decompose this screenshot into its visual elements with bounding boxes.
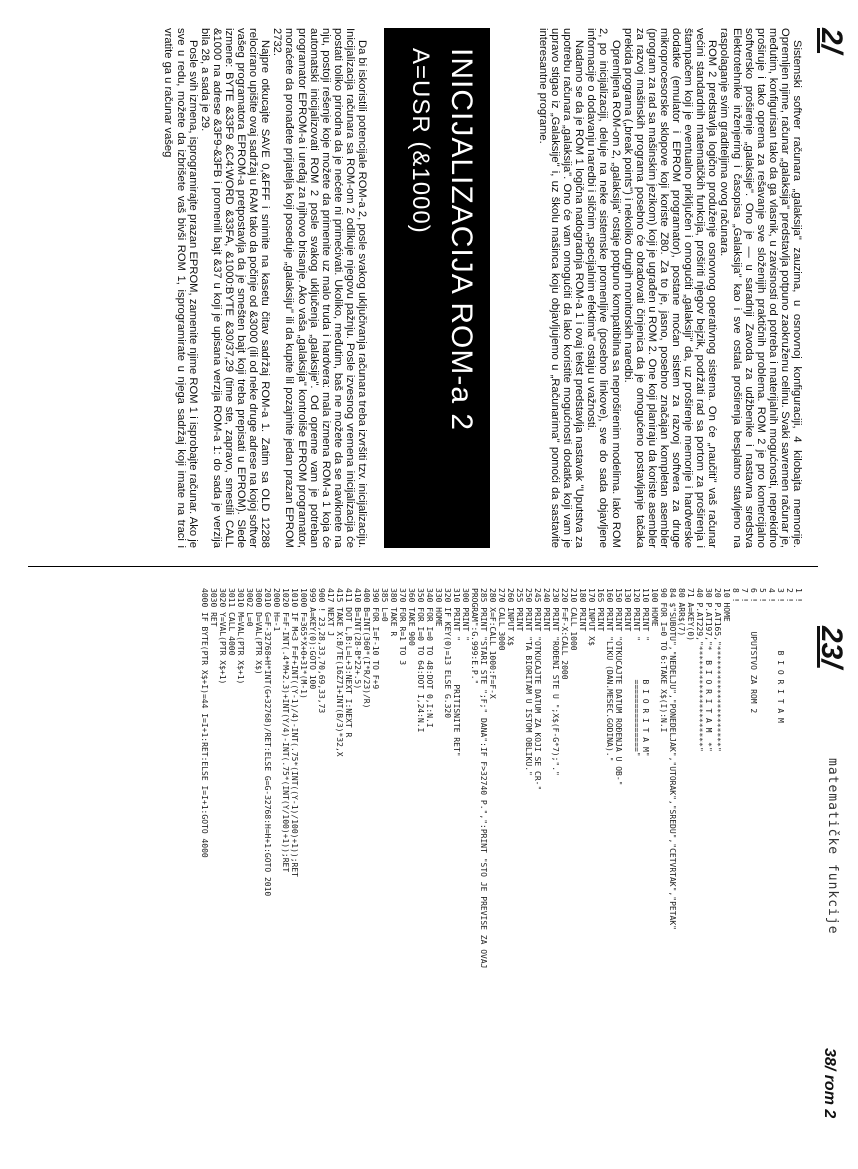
- code-line: 165 PRINT: [596, 588, 605, 632]
- code-line: 260 INPUT X$: [506, 588, 515, 646]
- code-line: 120 PRINT " ===============": [632, 588, 641, 757]
- code-line: 160 PRINT "LIKU (DAN.MESEC.GODINA).": [605, 588, 614, 762]
- code-line: 180 PRINT: [578, 588, 587, 632]
- section-subtitle: A=USR (&1000): [407, 48, 434, 234]
- code-line: 3 ! B I O R I T A M: [776, 588, 785, 723]
- paragraph: ROM 2 predstavlja logično produženje osnovnog operativnog sistema. On će „naučiti" vaš računar većini standardnih matematičkih funkcija, proširiti njegov bejzik, podržati rad sa portom za proširenja i štampačem koji je eventualno priključen i omogućiti „galaksiji" da, uz proširenje memorije i hardverske dodatke (emulator i EPROM programator), postane moćan sistem za razvoj softvera za druge mikroprocesorske sklopove koji koriste Z80. Za to je, jasno, posebno značajan kompletan asembler (program za rad sa mašinskim jezikom) koji je ugrađen u ROM 2. One koji planiraju da koriste asembler za razvoj mašinskih programa posebno će obradovati činjenica da je omogućeno postavljanje tačaka prekida programa („break points") i nekoliko drugih monitorskih naredbi.: [621, 28, 719, 548]
- code-line: 130 PRINT: [623, 588, 632, 632]
- code-line: 245 PRINT "OTKUCAJTE DATUM ZA KOJI SE CR-": [533, 588, 542, 791]
- code-line: 3000 D=VAL(PTR X$): [254, 588, 263, 675]
- column-divider: [28, 566, 818, 567]
- code-line: 1020 F=F-INT(.4*M+2.3)+INT(Y/4)-INT(.75*(INT(Y/100)+1));RET: [281, 588, 290, 873]
- code-line: 255 PRINT: [515, 588, 524, 632]
- code-line: 3011 CALL 4000: [227, 588, 236, 656]
- section-title-block: [384, 28, 490, 548]
- code-line: 1000 F=365*X+0+31*(M-1): [299, 588, 308, 699]
- code-line: 385 L=0: [380, 588, 389, 622]
- paragraph: Sistemski softver računara „galaksija" zauzima, u osnovnoj konfiguraciji, 4 kilobajta memorije. Opremljen njime, računar „galaksija" predstavlja potpuno zaokruženu celinu. Svaki savremen računar je, međutim, konfigurisan tako da ga vlasnik, u zavisnosti od potreba i materijalnih mogućnosti, neprekidno proširuje i tako oprema za rešavanje sve složenijih praktičnih problema. ROM 2 je pro komercijalno softversko proširenje „galaksije". Ono je — u saradnji Zavoda za udžbenike i nastavna sredstva Elektrotehnike inženjering i časopisa „Galaksija" kao i sve ostala proširenja besplatno stavljeno na raspolaganje svim graditeljima ovog računara.: [718, 28, 803, 548]
- code-line: 415 TAKE X:B/TE(16Z71+INT(B/3)*32,X: [335, 588, 344, 757]
- code-line: 1010 IF M<3 F=F+INT((Y-1)/4)-INT(.75*(INT((Y-1)/100)+1));RET: [290, 588, 299, 877]
- left-page-number: 2/: [815, 28, 848, 54]
- code-line: 7 !: [740, 588, 749, 603]
- code-line: 5 !: [758, 588, 767, 603]
- code-line: 100 HOME: [650, 588, 659, 627]
- page-header: [808, 28, 848, 1148]
- code-line: 999 A=KEY(0):GOTO 100: [308, 588, 317, 690]
- code-line: 3002 L=0: [245, 588, 254, 627]
- code-line: 1 !: [794, 588, 803, 603]
- code-line: 3010 M=VAL(PTR X$+1): [236, 588, 245, 685]
- code-line: 285 PRINT "STARI STE ";F;" DANA":IF F>32740 P.",":PRINT "STO JE PREVISE ZA OVAJ: [479, 588, 488, 969]
- section-title: INICIJALIZACIJA ROM-a 2: [445, 48, 478, 432]
- code-line: 2010 G=F-32768+H*INT(G+32768)/RET:ELSE G=G-32768:H=H+1:GOTO 2010: [263, 588, 272, 897]
- code-line: 380 TAKE R: [389, 588, 398, 637]
- code-line: 220 F=F-X:CALL 2000: [560, 588, 569, 680]
- math-functions-label: matematičke funkcije: [825, 758, 840, 935]
- code-line: 310 PRINT " PRITISNITE RET": [452, 588, 461, 757]
- code-line: 240 PRINT: [542, 588, 551, 632]
- code-line: 390 FOR I=F-10 TO F+9: [371, 588, 380, 690]
- paragraph: Da bi iskoristili potencijale ROM-a 2, posle svakog uključivanja računara treba izvršiti tzv. inicijalizaciju. Inicijalizacija računara sa ROM-om 2 odlikuje njegovu pažnju. Posle izvesnog vremena inicijalizacija će postati toliko prirodna da je nećete ni primećivati. Ukoliko, međutim, baš ne možete da se naviknete na nju, postoji rešenje koje možete da primenite uz malo truda i hardvera: mala izmena ROM-a 1 koja će automatski inicijalizovati ROM 2 posle svakog uključenja „galaksije". Od opreme vam je potreban programator EPROM-a i uređaj za njihovo brisanje. Ako vaša „galaksija" kontroliše EPROM programator, moraćete da pronađete prijatelja koji poseduje „galaksiju" ili da kupite lil pozajmite jedan prazan EPROM 2732.: [271, 28, 368, 548]
- code-line: 330 HOME: [434, 588, 443, 627]
- basic-program-listing: [200, 588, 803, 1148]
- code-line: 3030 RET: [209, 588, 218, 627]
- article-column-top: [537, 28, 803, 548]
- code-line: 4000 IF BYTE(PTR X$+I)=44 I=I+1:RET:ELSE I=I+1:GOTO 4000: [200, 588, 209, 858]
- code-line: 8 !: [731, 588, 740, 603]
- code-line: 20 P.AT165,"*********************": [713, 588, 722, 752]
- code-line: 280 X=F:CALL 1000:F=F-X: [488, 588, 497, 699]
- code-line: 270 CALL 3000: [497, 588, 506, 651]
- code-line: 10 HOME: [722, 588, 731, 622]
- code-line: 150 PRINT "OTKUCAJTE DATUM ROĐENJA U OB-": [614, 588, 623, 786]
- code-line: 411 DOT L,B:L=L+3:NEXT I:NEXT R: [344, 588, 353, 738]
- code-line: 350 FOR I=0 TO 64:DOT I,24:N.I: [416, 588, 425, 733]
- code-line: 410 B=INT(28-B*22+.5): [353, 588, 362, 690]
- code-line: 210 CALL 1000: [569, 588, 578, 651]
- code-line: 360 TAKE 900: [407, 588, 416, 646]
- code-line: 250 PRINT "TA BIORITAM U ISTOM OBLIKU.": [524, 588, 533, 776]
- code-line: 230 PRINT "ROĐENI STE U ";X$(F-G*7);".": [551, 588, 560, 776]
- page-footer: 38/ rom 2: [821, 1048, 838, 1119]
- article-column-bottom: [162, 28, 368, 548]
- code-line: 80 ARR$(7): [677, 588, 686, 637]
- code-line: 300 PRINT ": [461, 588, 470, 641]
- code-line: PROGRAM":G.999:E.P.": [470, 588, 479, 685]
- code-line: 71 A=KEY(0): [686, 588, 695, 641]
- code-line: 6 ! UPUTSTVO ZA ROM 2: [749, 588, 758, 714]
- paragraph: Opremljena ROM-om 2, „galaksija" ostaje potpuno kompatibilna sa neproširenim modelima. Iako ROM 2, po inicijalizaciji, deluje na neke sistemske promenljive (posebno linkove), sve do sada objavljene informacije o dodavanju naredbi i sličnim „specijalnim efektima" ostaju u važnosti.: [585, 28, 622, 548]
- code-line: 110 PRINT " B I O R I T A M": [641, 588, 650, 757]
- paragraph: Najpre otkucajte SAVE 0,&FFF i snimite na kasetu čitav sadržaj ROM-a 1. Zatim sa OLD 12288 relocirano upišite ovaj sadržaj u RAM tako da počinje od &3000 (ili od neke druge adrese na kojoj softver vašeg programatora EPROM-a pretpostavlja da je smešten bajt koji treba prepisati u EPROM). Slede izmene: BYTE &33F9 &C4:WORD &33FA, &1000:BYTE &30/37,29 (time ste, zapravo, smestili CALL &1000 na adrese &3F9-&3FB i promenili bajt &37 u koji je upisana verzija ROM-a 1: do sada je verzija bila 28, a sada je 29.: [198, 28, 272, 548]
- code-line: 40 P.AT229,"*********************": [695, 588, 704, 752]
- paragraph: Posle svih izmena, isprogramirajte prazan EPROM, zamenite njime ROM 1 i isprobajte računar. Ako je sve u redu, možete da izbrišete vaš bivši ROM 1, isprogramirate u njega sadržaj koji imate na traci i vratite ga u računar vašeg: [162, 28, 199, 548]
- code-line: 2000 H=-1: [272, 588, 281, 632]
- code-line: 84 $"SUBOTU","NEDELJU","PONEDELJAK","UTORAK","SREDU","CETVRTAK","PETAK": [668, 588, 677, 930]
- code-line: 370 FOR R=1 TO 3: [398, 588, 407, 666]
- code-line: 2 !: [785, 588, 794, 603]
- code-line: 900 ! 23,28,33,70,69,33,73: [317, 588, 326, 714]
- code-line: 400 B=INT(360*(I*R/23)/R): [362, 588, 371, 709]
- code-line: 340 FOR I=0 TO 48:DOT 0,I:N.I: [425, 588, 434, 728]
- code-line: 320 IF KEY(0)=13 ELSE G.320: [443, 588, 452, 719]
- code-line: 170 INPUT X$: [587, 588, 596, 646]
- code-line: 4 !: [767, 588, 776, 603]
- code-line: 90 FOR I=0 TO 6:TAKE X$(I):N.I: [659, 588, 668, 733]
- code-line: 3020 Y=VAL(PTR X$+1): [218, 588, 227, 685]
- code-line: 417 NEXT J: [326, 588, 335, 637]
- paragraph: Nadamo se da je ROM 1 logična nadogradnja ROM-a 1 i ovaj tekst predstavlja nastavak "Uputstva za upotrebu računara „galaksija". Ono će vam omogućiti da lako koristite mogućnosti dodatka koji vam je upravo stigao iz „Galaksije" i, uz školu mašinca koju objavljujemo u „Računarima" pomoći da sastavite interesantne programe.: [537, 28, 586, 548]
- code-line: 30 P.AT197,"* B I O R I T A M *": [704, 588, 713, 752]
- right-page-number: 23/: [815, 626, 848, 668]
